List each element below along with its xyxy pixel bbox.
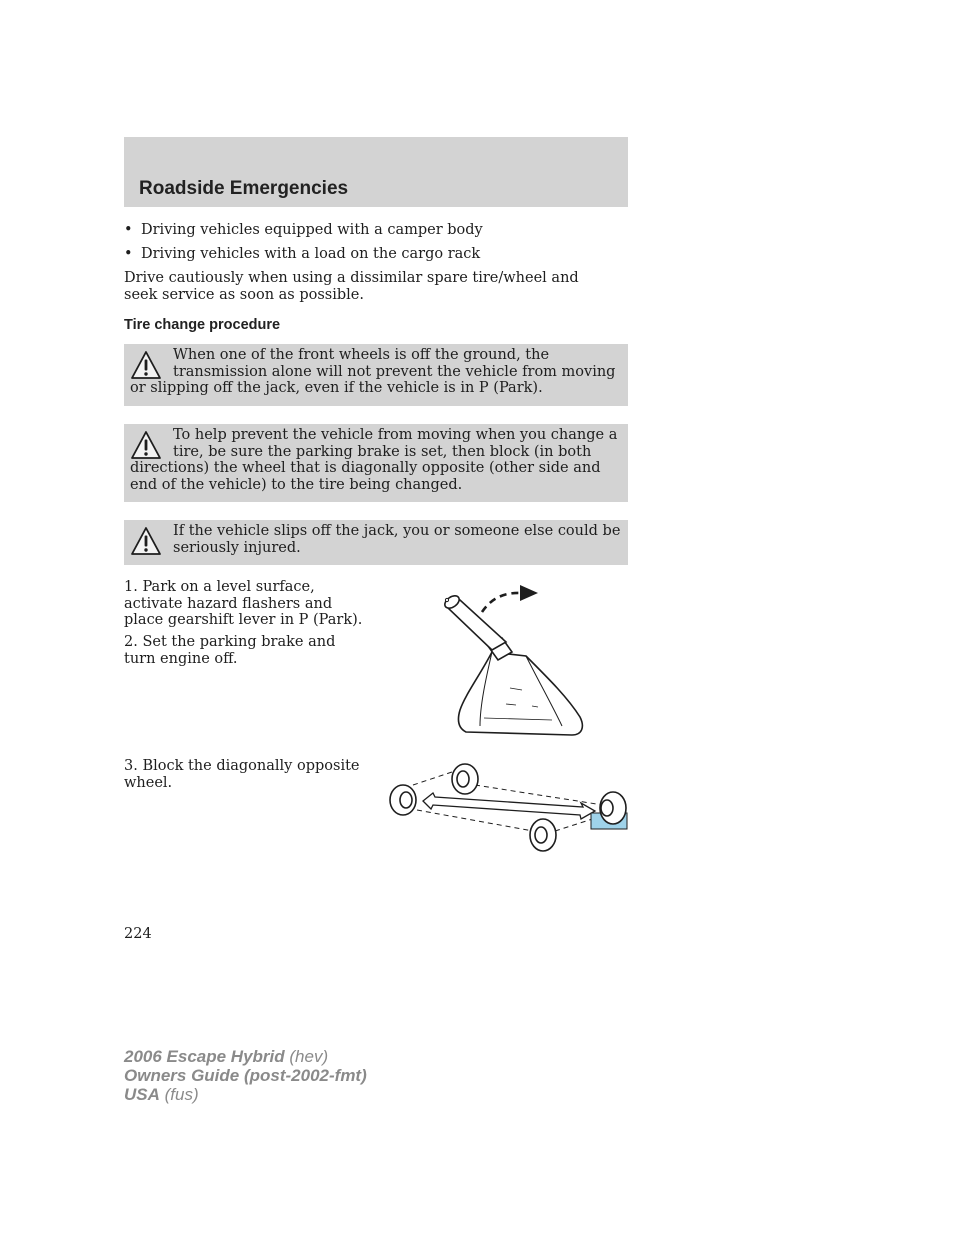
bullet-icon: • — [124, 222, 133, 238]
footer-market: USA — [124, 1085, 160, 1104]
warning-triangle-icon — [130, 430, 162, 460]
warning-triangle-icon — [130, 350, 162, 380]
footer-model: 2006 Escape Hybrid — [124, 1047, 285, 1066]
step-2-text: 2. Set the parking brake and turn engine off. — [124, 634, 336, 667]
warning-box — [124, 520, 628, 565]
warning-text: When one of the front wheels is off the ground, the transmission alone will not prevent the vehicle from moving or slipping off the jack, even if the vehicle is in P (Park). — [130, 347, 616, 396]
page-number: 224 — [124, 926, 152, 942]
warning-text: If the vehicle slips off the jack, you or someone else could be seriously injured. — [173, 523, 621, 556]
footer-model-code: (hev) — [289, 1047, 329, 1066]
wheel-block-illustration — [383, 755, 633, 860]
gearshift-lever-illustration — [440, 580, 590, 740]
bullet-text: Driving vehicles with a load on the cargo rack — [141, 246, 481, 262]
step-3-text: 3. Block the diagonally opposite wheel. — [124, 758, 360, 791]
section-title: Roadside Emergencies — [139, 178, 349, 199]
bullet-item — [124, 222, 624, 239]
warning-text: To help prevent the vehicle from moving when you change a tire, be sure the parking brake is set, then block (in both directions) the wheel that is diagonally opposite (other side and end of the vehicle) to the tire being changed. — [130, 427, 618, 493]
warning-triangle-icon — [130, 526, 162, 556]
intro-paragraph: Drive cautiously when using a dissimilar spare tire/wheel and seek service as soon as possible. — [124, 270, 579, 303]
footer-market-code: (fus) — [164, 1085, 199, 1104]
warning-box — [124, 424, 628, 502]
footer-guide: Owners Guide (post-2002-fmt) — [124, 1066, 367, 1085]
bullet-text: Driving vehicles equipped with a camper body — [141, 222, 483, 238]
bullet-icon: • — [124, 246, 133, 262]
document-footer — [124, 1047, 367, 1104]
step-1-text: 1. Park on a level surface, activate hazard flashers and place gearshift lever in P (Park). — [124, 579, 363, 628]
subheading-tire-change: Tire change procedure — [124, 317, 281, 333]
bullet-item — [124, 246, 624, 263]
warning-box — [124, 344, 628, 406]
